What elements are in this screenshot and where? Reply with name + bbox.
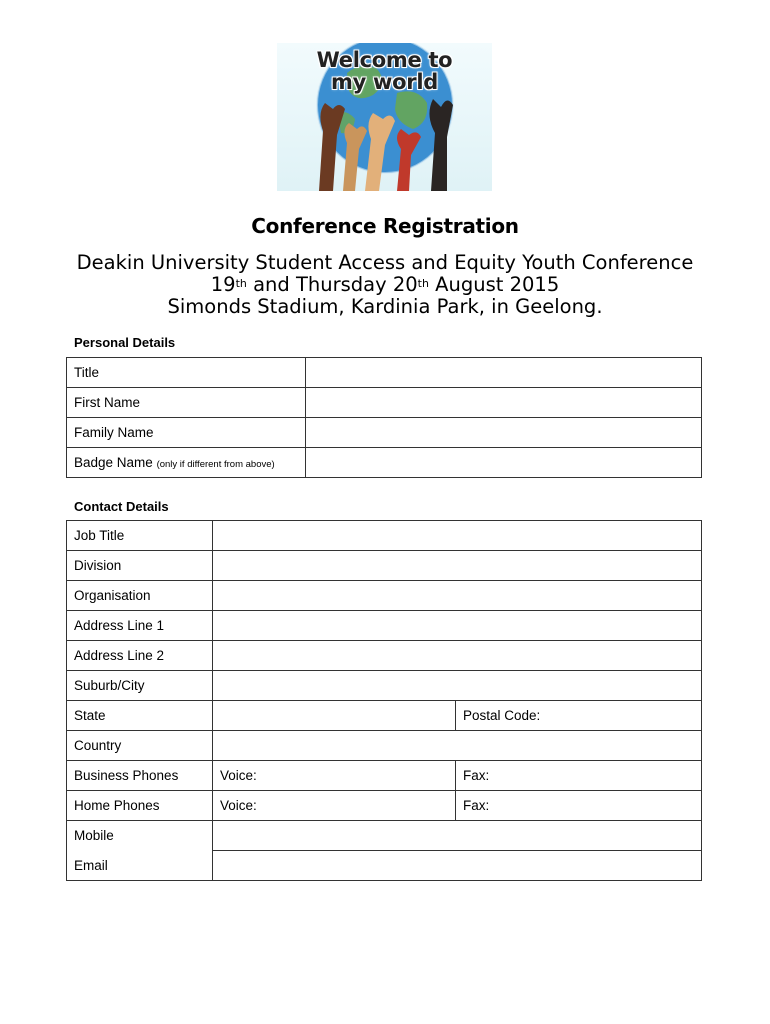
- table-row: [67, 611, 702, 641]
- table-row: [67, 448, 702, 478]
- mobile-field[interactable]: [213, 821, 702, 851]
- contact-details-heading: Contact Details: [74, 499, 169, 514]
- division-field[interactable]: [213, 551, 702, 581]
- organisation-label: Organisation: [67, 581, 213, 611]
- badge-name-label: Badge Name (only if different from above): [67, 448, 306, 478]
- table-row: [67, 701, 702, 731]
- title-label: Title: [67, 358, 306, 388]
- address-line-2-label: Address Line 2: [67, 641, 213, 671]
- email-field[interactable]: [213, 851, 702, 881]
- logo-text: [277, 49, 492, 93]
- home-voice-field[interactable]: Voice:: [213, 791, 456, 821]
- suburb-city-field[interactable]: [213, 671, 702, 701]
- table-row: [67, 418, 702, 448]
- business-fax-field[interactable]: Fax:: [456, 761, 702, 791]
- table-row: [67, 821, 702, 851]
- personal-details-table: [66, 357, 702, 478]
- table-row: [67, 761, 702, 791]
- postal-code-field[interactable]: Postal Code:: [456, 701, 702, 731]
- home-phones-label: Home Phones: [67, 791, 213, 821]
- address-line-1-label: Address Line 1: [67, 611, 213, 641]
- country-label: Country: [67, 731, 213, 761]
- table-row: [67, 581, 702, 611]
- country-field[interactable]: [213, 731, 702, 761]
- home-fax-field[interactable]: Fax:: [456, 791, 702, 821]
- family-name-field[interactable]: [306, 418, 702, 448]
- conference-name: Deakin University Student Access and Equity Youth Conference: [76, 251, 694, 274]
- badge-name-field[interactable]: [306, 448, 702, 478]
- job-title-field[interactable]: [213, 521, 702, 551]
- table-row: [67, 641, 702, 671]
- badge-name-note: (only if different from above): [156, 459, 275, 470]
- table-row: [67, 731, 702, 761]
- table-row: [67, 671, 702, 701]
- table-row: [67, 551, 702, 581]
- job-title-label: Job Title: [67, 521, 213, 551]
- business-voice-field[interactable]: Voice:: [213, 761, 456, 791]
- address-line-1-field[interactable]: [213, 611, 702, 641]
- suburb-city-label: Suburb/City: [67, 671, 213, 701]
- welcome-logo: [277, 43, 492, 191]
- state-field[interactable]: [213, 701, 456, 731]
- division-label: Division: [67, 551, 213, 581]
- conference-dates: 19th and Thursday 20th August 2015: [210, 273, 560, 296]
- table-row: [67, 388, 702, 418]
- family-name-label: Family Name: [67, 418, 306, 448]
- mobile-label: Mobile: [67, 821, 213, 851]
- contact-details-table: [66, 520, 702, 881]
- title-field[interactable]: [306, 358, 702, 388]
- business-phones-label: Business Phones: [67, 761, 213, 791]
- first-name-label: First Name: [67, 388, 306, 418]
- logo-line-1: Welcome to: [316, 48, 453, 72]
- address-line-2-field[interactable]: [213, 641, 702, 671]
- organisation-field[interactable]: [213, 581, 702, 611]
- logo-line-2: my world: [331, 70, 438, 94]
- table-row: [67, 851, 702, 881]
- table-row: [67, 521, 702, 551]
- email-label: Email: [67, 851, 213, 881]
- table-row: [67, 358, 702, 388]
- first-name-field[interactable]: [306, 388, 702, 418]
- table-row: [67, 791, 702, 821]
- page-title: Conference Registration: [251, 214, 519, 238]
- state-label: State: [67, 701, 213, 731]
- conference-venue: Simonds Stadium, Kardinia Park, in Geelong.: [167, 295, 603, 318]
- personal-details-heading: Personal Details: [74, 335, 176, 350]
